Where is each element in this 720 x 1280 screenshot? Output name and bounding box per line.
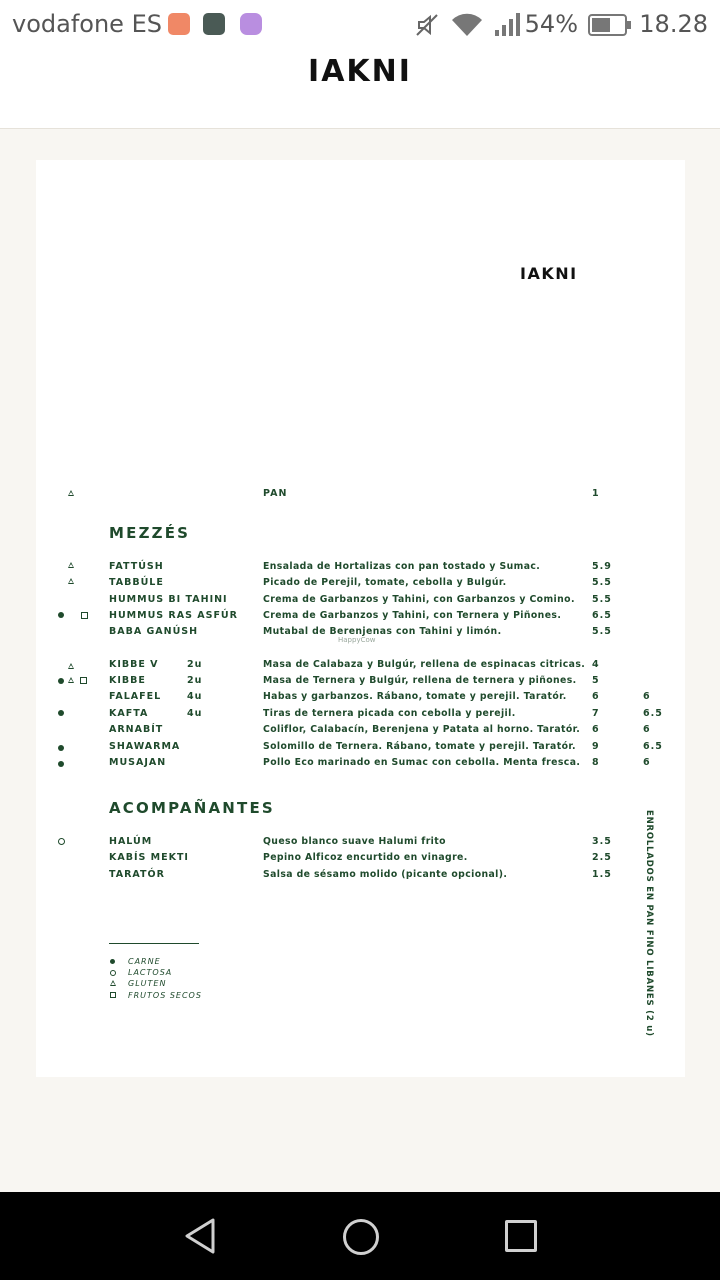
menu-item-desc: Masa de Calabaza y Bulgúr, rellena de espinacas citricas. [263,659,586,670]
back-triangle-icon [184,1218,216,1254]
image-notification-icon [203,13,225,35]
menu-item-desc: Picado de Perejil, tomate, cebolla y Bulgúr. [263,577,507,588]
menu-item-desc: Mutabal de Berenjenas con Tahini y limón. [263,626,502,637]
menu-item-desc: Queso blanco suave Halumi frito [263,836,446,847]
lactose-icon [110,970,116,976]
menu-item-name: BABA GANÚSH [109,626,199,637]
menu-item-name: FALAFEL [109,691,162,702]
nuts-icon [110,992,116,998]
menu-item-price: 6 [592,691,600,702]
status-bar [0,0,720,50]
menu-item-qty: 2u [187,659,203,670]
gluten-icon [68,663,74,669]
pan-price: 1 [592,488,600,499]
legend-label: LACTOSA [128,968,173,977]
menu-item-price-wrap: 6.5 [643,708,663,719]
menu-item-name: KIBBE [109,675,146,686]
menu-item-name: KAFTA [109,708,149,719]
menu-item-desc: Tiras de ternera picada con cebolla y perejil. [263,708,516,719]
legend-label: GLUTEN [128,979,167,988]
menu-item-name: KIBBE V [109,659,159,670]
clock: 18.28 [639,10,708,38]
menu-logo: IAKNI [520,264,578,283]
menu-item-price-wrap: 6 [643,724,651,735]
nuts-icon [80,677,87,684]
menu-item-desc: Solomillo de Ternera. Rábano, tomate y perejil. Taratór. [263,741,576,752]
menu-item-desc: Masa de Ternera y Bulgúr, rellena de ternera y piñones. [263,675,577,686]
menu-item-price: 5.5 [592,577,612,588]
section-title-acompanantes: ACOMPAÑANTES [109,799,275,817]
menu-item-price-wrap: 6 [643,691,651,702]
menu-item-name: TABBÚLE [109,577,164,588]
menu-item-desc: Salsa de sésamo molido (picante opcional). [263,869,508,880]
app-header [0,50,720,129]
legend-label: CARNE [128,957,161,966]
lactose-icon [58,838,65,845]
menu-item-qty: 4u [187,691,203,702]
signal-icon [494,12,522,38]
menu-item-price: 6 [592,724,600,735]
meat-icon [58,612,64,618]
home-button[interactable] [343,1219,379,1255]
battery-percent: 54% [524,10,578,38]
happycow-watermark: HappyCow [338,636,376,644]
menu-item-desc: Crema de Garbanzos y Tahini, con Garbanzos y Comino. [263,594,575,605]
nuts-icon [81,612,88,619]
pan-name: PAN [263,488,288,499]
menu-item-name: ARNABÍT [109,724,164,735]
menu-item-price: 3.5 [592,836,612,847]
side-note-vertical: ENROLLADOS EN PAN FINO LIBANES (2 u) [644,810,654,1037]
header-logo[interactable]: IAKNI [308,54,412,89]
menu-item-desc: Crema de Garbanzos y Tahini, con Ternera y Piñones. [263,610,562,621]
recents-button[interactable] [505,1220,537,1252]
menu-item-name: HALÚM [109,836,153,847]
menu-item-price: 5.5 [592,626,612,637]
gluten-icon [110,980,116,986]
menu-item-price: 9 [592,741,600,752]
gluten-icon [68,578,74,584]
menu-item-price: 7 [592,708,600,719]
gluten-icon [68,490,74,496]
menu-item-price: 5.5 [592,594,612,605]
legend-label: FRUTOS SECOS [128,991,202,1000]
menu-item-price: 8 [592,757,600,768]
gluten-icon [68,562,74,568]
menu-item-desc: Habas y garbanzos. Rábano, tomate y perejil. Taratór. [263,691,567,702]
wifi-icon [450,12,484,38]
menu-item-name: MUSAJAN [109,757,167,768]
menu-item-price: 5 [592,675,600,686]
menu-item-price-wrap: 6.5 [643,741,663,752]
calendar-notification-icon [240,13,262,35]
menu-item-desc: Pepino Alficoz encurtido en vinagre. [263,852,468,863]
menu-item-price: 1.5 [592,869,612,880]
menu-item-qty: 4u [187,708,203,719]
carrier-name: vodafone ES [12,10,162,38]
menu-item-desc: Pollo Eco marinado en Sumac con cebolla. Menta fresca. [263,757,581,768]
menu-item-name: KABÍS MEKTI [109,852,189,863]
menu-item-name: SHAWARMA [109,741,181,752]
menu-item-name: FATTÚSH [109,561,164,572]
menu-item-price: 2.5 [592,852,612,863]
meat-icon [58,678,64,684]
meat-icon [110,959,115,964]
menu-item-price: 5.9 [592,561,612,572]
legend-divider [109,943,199,944]
back-button[interactable] [184,1218,216,1254]
menu-item-qty: 2u [187,675,203,686]
meat-icon [58,710,64,716]
menu-item-price-wrap: 6 [643,757,651,768]
menu-item-name: HUMMUS BI TAHINI [109,594,228,605]
mute-icon [414,12,440,38]
notification-app-icon [168,13,190,35]
gluten-icon [68,677,74,683]
meat-icon [58,761,64,767]
meat-icon [58,745,64,751]
menu-item-price: 4 [592,659,600,670]
menu-item-desc: Coliflor, Calabacín, Berenjena y Patata al horno. Taratór. [263,724,581,735]
menu-item-price: 6.5 [592,610,612,621]
menu-item-name: TARATÓR [109,869,165,880]
battery-icon [588,13,632,37]
section-title-mezzes: MEZZÉS [109,524,191,542]
menu-item-desc: Ensalada de Hortalizas con pan tostado y Sumac. [263,561,541,572]
menu-item-name: HUMMUS RAS ASFÚR [109,610,238,621]
